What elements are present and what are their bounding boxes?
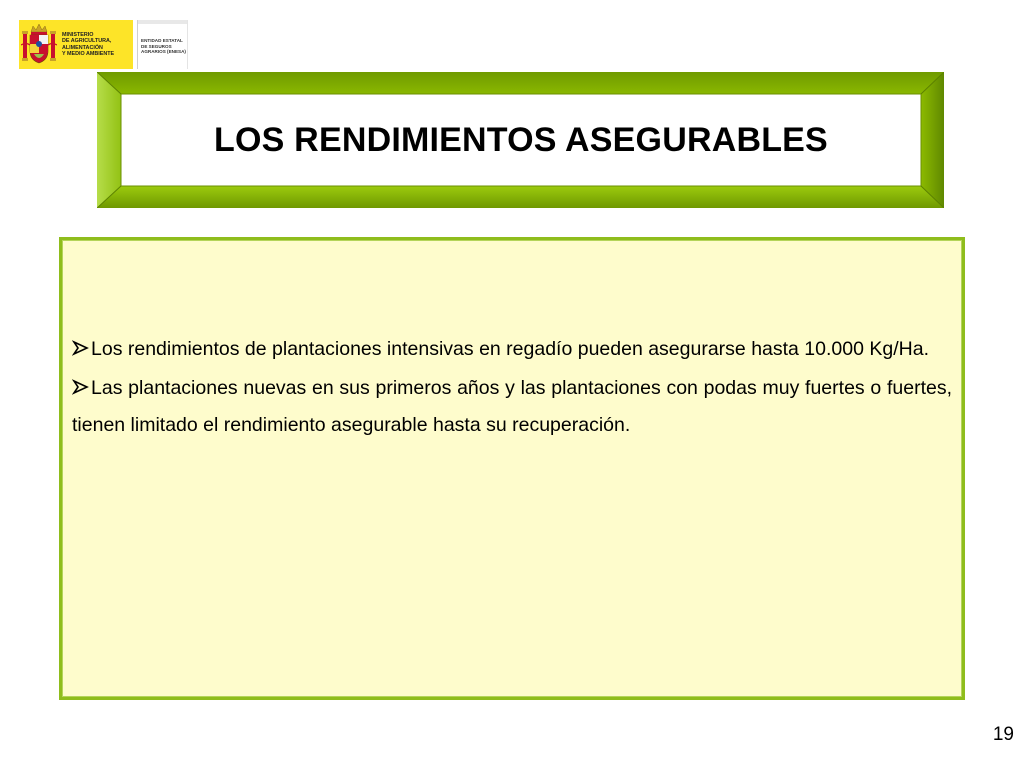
bullet-list bbox=[72, 331, 952, 446]
bullet-item bbox=[72, 331, 952, 368]
logo-entity-bar bbox=[138, 20, 187, 24]
coat-of-arms-icon bbox=[21, 23, 57, 66]
title-frame bbox=[97, 72, 944, 208]
arrowhead-bullet-icon bbox=[72, 340, 89, 356]
bullet-text: Las plantaciones nuevas en sus primeros años y las plantaciones con podas muy fuertes o fuertes, tienen limitado el rendimiento asegurable hasta su recuperación. bbox=[72, 377, 952, 436]
ministry-logo bbox=[19, 20, 189, 69]
entity-name: ENTIDAD ESTATAL DE SEGUROS AGRARIOS (ENESA) bbox=[141, 38, 186, 55]
page-number: 19 bbox=[992, 724, 1014, 745]
bullet-item bbox=[72, 370, 952, 444]
ministry-name: MINISTERIO DE AGRICULTURA, ALIMENTACIÓN Y MEDIO AMBIENTE bbox=[62, 32, 115, 58]
content-box bbox=[59, 237, 965, 700]
page-title: LOS RENDIMIENTOS ASEGURABLES bbox=[214, 120, 828, 159]
arrowhead-bullet-icon bbox=[72, 379, 89, 395]
bullet-text: Los rendimientos de plantaciones intensivas en regadío pueden asegurarse hasta 10.000 Kg/Ha. bbox=[91, 338, 929, 360]
